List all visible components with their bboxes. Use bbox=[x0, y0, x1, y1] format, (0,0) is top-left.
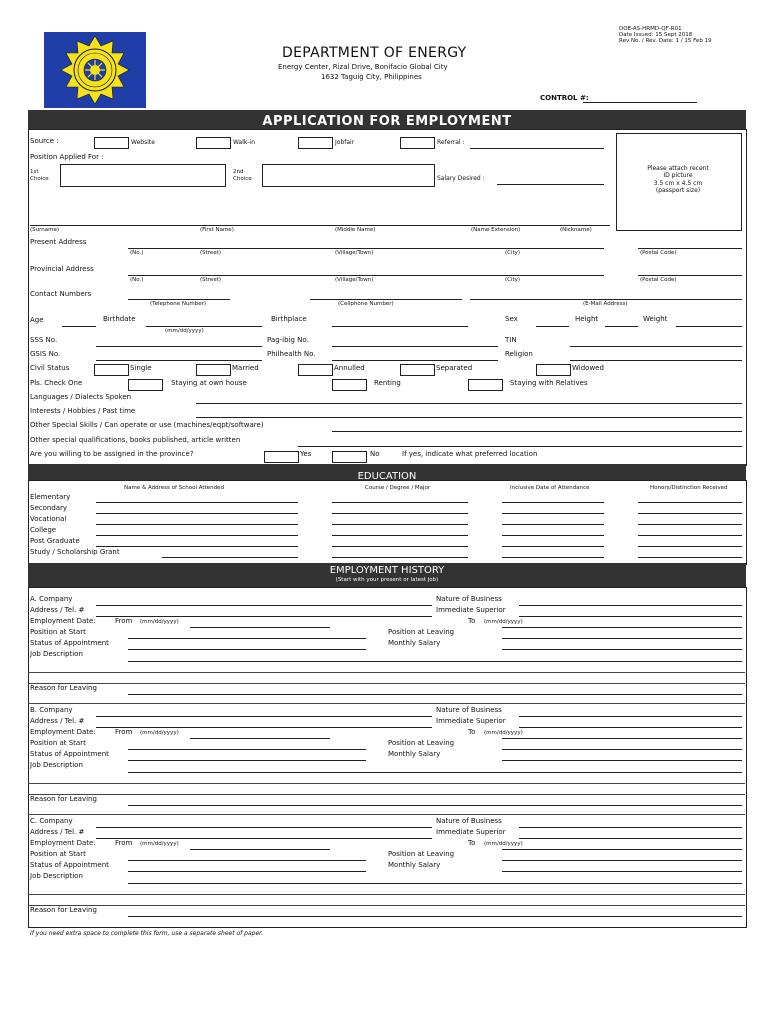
company-a-label: A. Company bbox=[30, 595, 73, 603]
philhealth-field[interactable] bbox=[332, 360, 498, 361]
employment-title: EMPLOYMENT HISTORY bbox=[329, 565, 445, 576]
birthplace-field[interactable] bbox=[332, 326, 468, 327]
source-jobfair-checkbox[interactable] bbox=[298, 137, 333, 149]
tin-label: TIN bbox=[505, 336, 517, 344]
company-b-jobdesc-field[interactable] bbox=[128, 772, 742, 773]
civil-single-checkbox[interactable] bbox=[94, 364, 129, 376]
company-c-position-start-label: Position at Start bbox=[30, 850, 86, 858]
agency-address-2: 1632 Taguig City, Philippines bbox=[321, 73, 422, 81]
company-b-nature-label: Nature of Business bbox=[436, 706, 502, 714]
present-street-caption: (Street) bbox=[200, 250, 222, 256]
edu-honors-field[interactable] bbox=[638, 513, 742, 514]
special-skills-label: Other Special Skills / Can operate or use (machines/eqpt/software) bbox=[30, 421, 264, 429]
sss-field[interactable] bbox=[96, 346, 262, 347]
company-b-reason-field[interactable] bbox=[128, 805, 742, 806]
first-name-caption: (First Name) bbox=[200, 227, 234, 233]
salary-desired-label: Salary Desired : bbox=[437, 175, 485, 182]
edu-course-field[interactable] bbox=[332, 524, 468, 525]
first-choice-input[interactable] bbox=[60, 164, 226, 187]
form-number: DOE-AS-HRMD-QF-R01 bbox=[619, 26, 682, 32]
photo-instruction-2: ID picture bbox=[663, 172, 693, 179]
sex-field[interactable] bbox=[536, 326, 569, 327]
company-c-empdate-label: Employment Date: bbox=[30, 839, 96, 847]
source-label: Source : bbox=[30, 137, 59, 145]
edu-school-field[interactable] bbox=[96, 513, 298, 514]
edu-col-school: Name & Address of School Attended bbox=[124, 485, 224, 491]
company-a-position-start-field[interactable] bbox=[128, 638, 366, 639]
company-b-position-leaving-field[interactable] bbox=[502, 749, 742, 750]
civil-married-checkbox[interactable] bbox=[196, 364, 231, 376]
date-issued: Date Issued: 15 Sept 2018 bbox=[619, 32, 693, 38]
company-a-address-field[interactable] bbox=[96, 616, 432, 617]
company-b-to-label: To bbox=[468, 728, 476, 736]
company-c-nature-label: Nature of Business bbox=[436, 817, 502, 825]
edu-school-field[interactable] bbox=[162, 557, 298, 558]
weight-label: Weight bbox=[643, 315, 668, 323]
edu-level-elementary: Elementary bbox=[30, 493, 71, 501]
provincial-city-caption: (City) bbox=[505, 277, 521, 283]
employment-header-bar bbox=[28, 563, 746, 587]
education-header-bar bbox=[28, 464, 746, 480]
company-a-jobdesc-field[interactable] bbox=[128, 661, 742, 662]
company-a-from-format: (mm/dd/yyyy) bbox=[140, 619, 179, 625]
edu-honors-field[interactable] bbox=[638, 535, 742, 536]
company-c-address-field[interactable] bbox=[96, 838, 432, 839]
company-c-jobdesc-line[interactable] bbox=[28, 894, 745, 895]
control-number-field[interactable] bbox=[583, 102, 697, 103]
relatives-checkbox[interactable] bbox=[468, 379, 503, 391]
edu-level-scholarship: Study / Scholarship Grant bbox=[30, 548, 120, 556]
company-b-divider bbox=[28, 814, 745, 815]
company-a-from-label: From bbox=[115, 617, 133, 625]
company-a-superior-field[interactable] bbox=[519, 616, 742, 617]
present-postal-caption: (Postal Code) bbox=[640, 250, 677, 256]
company-a-superior-label: Immediate Superior bbox=[436, 606, 506, 614]
company-a-reason-field[interactable] bbox=[128, 694, 742, 695]
weight-field[interactable] bbox=[676, 326, 742, 327]
company-b-from-field[interactable] bbox=[190, 738, 330, 739]
company-a-status-label: Status of Appointment bbox=[30, 639, 109, 647]
edu-course-field[interactable] bbox=[332, 513, 468, 514]
company-b-position-start-field[interactable] bbox=[128, 749, 366, 750]
company-a-salary-field[interactable] bbox=[502, 649, 742, 650]
company-c-address-label: Address / Tel. # bbox=[30, 828, 85, 836]
form-title-bar bbox=[28, 110, 746, 129]
referral-field[interactable] bbox=[470, 148, 604, 149]
edu-course-field[interactable] bbox=[332, 535, 468, 536]
birthplace-label: Birthplace bbox=[271, 315, 307, 323]
company-b-from-label: From bbox=[115, 728, 133, 736]
company-b-superior-label: Immediate Superior bbox=[436, 717, 506, 725]
company-a-reason-label: Reason for Leaving bbox=[30, 684, 97, 692]
footer-note: If you need extra space to complete this form, use a separate sheet of paper. bbox=[30, 930, 263, 937]
name-extension-caption: (Name Extension) bbox=[471, 227, 521, 233]
company-c-label: C. Company bbox=[30, 817, 73, 825]
own-house-checkbox[interactable] bbox=[128, 379, 163, 391]
company-b-reason-label: Reason for Leaving bbox=[30, 795, 97, 803]
edu-level-vocational: Vocational bbox=[30, 515, 67, 523]
company-c-from-field[interactable] bbox=[190, 849, 330, 850]
civil-separated-label: Separated bbox=[436, 364, 473, 372]
present-postal-field[interactable] bbox=[638, 248, 742, 249]
edu-col-dates: Inclusive Date of Attendance bbox=[510, 485, 590, 491]
edu-dates-field[interactable] bbox=[502, 546, 604, 547]
first-choice-label-1: 1st bbox=[30, 169, 39, 175]
edu-school-field[interactable] bbox=[96, 502, 298, 503]
company-b-salary-field[interactable] bbox=[502, 760, 742, 761]
civil-married-label: Married bbox=[232, 364, 259, 372]
source-website-label: Website bbox=[131, 139, 155, 146]
second-choice-label-2: Choice bbox=[233, 176, 252, 182]
company-b-empdate-label: Employment Date: bbox=[30, 728, 96, 736]
age-label: Age bbox=[30, 316, 44, 324]
tin-field[interactable] bbox=[570, 346, 742, 347]
edu-honors-field[interactable] bbox=[638, 557, 742, 558]
photo-instruction-4: (passport size) bbox=[655, 187, 701, 194]
company-b-jobdesc-label: Job Description bbox=[30, 761, 83, 769]
company-a-address-label: Address / Tel. # bbox=[30, 606, 85, 614]
company-b-status-label: Status of Appointment bbox=[30, 750, 109, 758]
height-field[interactable] bbox=[605, 326, 638, 327]
company-b-to-field[interactable] bbox=[502, 738, 742, 739]
company-b-label: B. Company bbox=[30, 706, 73, 714]
present-no-caption: (No.) bbox=[130, 250, 144, 256]
edu-school-field[interactable] bbox=[96, 524, 298, 525]
height-label: Height bbox=[575, 315, 599, 323]
present-village-caption: (Village/Town) bbox=[335, 250, 374, 256]
edu-level-secondary: Secondary bbox=[30, 504, 68, 512]
company-c-superior-label: Immediate Superior bbox=[436, 828, 506, 836]
relatives-label: Staying with Relatives bbox=[510, 379, 588, 387]
provincial-address-label: Provincial Address bbox=[30, 265, 94, 273]
source-walkin-label: Walk-in bbox=[233, 139, 256, 146]
edu-level-college: College bbox=[30, 526, 57, 534]
contact-numbers-label: Contact Numbers bbox=[30, 290, 92, 298]
present-address-field[interactable] bbox=[128, 248, 604, 249]
edu-dates-field[interactable] bbox=[502, 535, 604, 536]
preferred-location-label: If yes, indicate what preferred location bbox=[402, 450, 538, 458]
birthdate-field[interactable] bbox=[146, 326, 262, 327]
company-b-to-format: (mm/dd/yyyy) bbox=[484, 730, 523, 736]
position-applied-label: Position Applied For : bbox=[30, 153, 104, 161]
company-c-superior-field[interactable] bbox=[519, 838, 742, 839]
company-b-address-label: Address / Tel. # bbox=[30, 717, 85, 725]
company-c-from-format: (mm/dd/yyyy) bbox=[140, 841, 179, 847]
agency-name: DEPARTMENT OF ENERGY bbox=[282, 45, 467, 61]
edu-course-field[interactable] bbox=[332, 502, 468, 503]
company-b-jobdesc-line[interactable] bbox=[28, 783, 745, 784]
photo-instruction-1: Please attach recent bbox=[647, 165, 709, 172]
company-a-divider bbox=[28, 703, 745, 704]
company-c-from-label: From bbox=[115, 839, 133, 847]
sex-label: Sex bbox=[505, 315, 518, 323]
company-c-to-label: To bbox=[468, 839, 476, 847]
company-c-nature-field[interactable] bbox=[519, 827, 742, 828]
company-a-to-field[interactable] bbox=[502, 627, 742, 628]
languages-label: Languages / Dialects Spoken bbox=[30, 393, 132, 401]
own-house-label: Staying at own house bbox=[171, 379, 247, 387]
edu-dates-field[interactable] bbox=[502, 513, 604, 514]
source-walkin-checkbox[interactable] bbox=[196, 137, 231, 149]
sss-label: SSS No. bbox=[30, 336, 58, 344]
edu-course-field[interactable] bbox=[332, 557, 468, 558]
email-caption: (E-Mail Address) bbox=[583, 301, 628, 307]
company-c-to-field[interactable] bbox=[502, 849, 742, 850]
edu-school-field[interactable] bbox=[96, 535, 298, 536]
company-b-address-field[interactable] bbox=[96, 727, 432, 728]
company-a-to-label: To bbox=[468, 617, 476, 625]
pagibig-field[interactable] bbox=[332, 346, 498, 347]
company-a-position-start-label: Position at Start bbox=[30, 628, 86, 636]
education-frame bbox=[28, 480, 747, 565]
middle-name-caption: (Middle Name) bbox=[335, 227, 376, 233]
revision-info: Rev No. / Rev. Date: 1 / 15 Feb 19 bbox=[619, 38, 712, 44]
edu-col-course: Course / Degree / Major bbox=[365, 485, 431, 491]
company-a-jobdesc-label: Job Description bbox=[30, 650, 83, 658]
company-a-from-field[interactable] bbox=[190, 627, 330, 628]
company-c-position-leaving-field[interactable] bbox=[502, 860, 742, 861]
company-b-nature-field[interactable] bbox=[519, 716, 742, 717]
special-skills-field[interactable] bbox=[332, 431, 742, 432]
renting-label: Renting bbox=[374, 379, 401, 387]
languages-field[interactable] bbox=[196, 403, 742, 404]
company-b-name-field[interactable] bbox=[96, 716, 432, 717]
provincial-street-caption: (Street) bbox=[200, 277, 222, 283]
form-title: APPLICATION FOR EMPLOYMENT bbox=[262, 114, 512, 129]
company-c-name-field[interactable] bbox=[96, 827, 432, 828]
edu-honors-field[interactable] bbox=[638, 502, 742, 503]
province-no-checkbox[interactable] bbox=[332, 451, 367, 463]
age-field[interactable] bbox=[62, 326, 96, 327]
company-b-salary-label: Monthly Salary bbox=[388, 750, 441, 758]
company-c-reason-field[interactable] bbox=[128, 916, 742, 917]
renting-checkbox[interactable] bbox=[332, 379, 367, 391]
company-c-salary-field[interactable] bbox=[502, 871, 742, 872]
company-c-reason-label: Reason for Leaving bbox=[30, 906, 97, 914]
gsis-label: GSIS No. bbox=[30, 350, 61, 358]
company-a-name-field[interactable] bbox=[96, 605, 432, 606]
edu-dates-field[interactable] bbox=[502, 524, 604, 525]
edu-school-field[interactable] bbox=[96, 546, 298, 547]
doe-seal-icon bbox=[44, 32, 146, 108]
company-b-position-leaving-label: Position at Leaving bbox=[388, 739, 455, 747]
photo-instruction-3: 3.5 cm x 4.5 cm bbox=[653, 180, 703, 187]
edu-honors-field[interactable] bbox=[638, 546, 742, 547]
birthdate-format-caption: (mm/dd/yyyy) bbox=[165, 328, 204, 334]
cellphone-field[interactable] bbox=[310, 299, 462, 300]
email-field[interactable] bbox=[470, 299, 742, 300]
gsis-field[interactable] bbox=[96, 360, 262, 361]
company-a-position-leaving-label: Position at Leaving bbox=[388, 628, 455, 636]
cellphone-caption: (Cellphone Number) bbox=[338, 301, 394, 307]
civil-annulled-label: Annulled bbox=[334, 364, 365, 372]
telephone-caption: (Telephone Number) bbox=[150, 301, 207, 307]
province-no-label: No bbox=[370, 450, 380, 458]
company-b-superior-field[interactable] bbox=[519, 727, 742, 728]
company-a-position-leaving-field[interactable] bbox=[502, 638, 742, 639]
present-address-label: Present Address bbox=[30, 238, 87, 246]
source-referral-label: Referral : bbox=[437, 139, 465, 146]
full-name-field[interactable] bbox=[30, 225, 610, 226]
edu-level-postgrad: Post Graduate bbox=[30, 537, 80, 545]
company-c-status-field[interactable] bbox=[128, 871, 366, 872]
telephone-field[interactable] bbox=[128, 299, 230, 300]
company-c-to-format: (mm/dd/yyyy) bbox=[484, 841, 523, 847]
company-c-jobdesc-label: Job Description bbox=[30, 872, 83, 880]
provincial-address-field[interactable] bbox=[128, 275, 604, 276]
company-c-jobdesc-field[interactable] bbox=[128, 883, 742, 884]
doe-logo bbox=[44, 32, 146, 108]
company-a-jobdesc-line[interactable] bbox=[28, 683, 745, 684]
civil-single-label: Single bbox=[130, 364, 152, 372]
interests-field[interactable] bbox=[196, 417, 742, 418]
source-jobfair-label: Jobfair bbox=[335, 139, 355, 146]
company-a-empdate-label: Employment Date: bbox=[30, 617, 96, 625]
company-a-nature-label: Nature of Business bbox=[436, 595, 502, 603]
provincial-postal-caption: (Postal Code) bbox=[640, 277, 677, 283]
provincial-village-caption: (Village/Town) bbox=[335, 277, 374, 283]
edu-honors-field[interactable] bbox=[638, 524, 742, 525]
present-city-caption: (City) bbox=[505, 250, 521, 256]
edu-course-field[interactable] bbox=[332, 546, 468, 547]
company-a-nature-field[interactable] bbox=[519, 605, 742, 606]
civil-status-label: Civil Status bbox=[30, 364, 70, 372]
civil-widowed-checkbox[interactable] bbox=[536, 364, 571, 376]
company-a-status-field[interactable] bbox=[128, 649, 366, 650]
company-c-jobdesc-line[interactable] bbox=[28, 905, 745, 906]
company-a-salary-label: Monthly Salary bbox=[388, 639, 441, 647]
provincial-postal-field[interactable] bbox=[638, 275, 742, 276]
province-question-label: Are you willing to be assigned in the province? bbox=[30, 450, 194, 458]
first-choice-label-2: Choice bbox=[30, 176, 49, 182]
second-choice-input[interactable] bbox=[262, 164, 435, 187]
company-b-from-format: (mm/dd/yyyy) bbox=[140, 730, 179, 736]
civil-widowed-label: Widowed bbox=[572, 364, 604, 372]
religion-field[interactable] bbox=[570, 360, 742, 361]
edu-dates-field[interactable] bbox=[502, 557, 604, 558]
company-c-position-start-field[interactable] bbox=[128, 860, 366, 861]
salary-desired-field[interactable] bbox=[497, 184, 604, 185]
control-label: CONTROL #: bbox=[540, 94, 589, 102]
company-c-status-label: Status of Appointment bbox=[30, 861, 109, 869]
edu-col-honors: Honors/Distinction Received bbox=[650, 485, 728, 491]
edu-dates-field[interactable] bbox=[502, 502, 604, 503]
company-a-to-format: (mm/dd/yyyy) bbox=[484, 619, 523, 625]
qualifications-label: Other special qualifications, books published, article written bbox=[30, 436, 241, 444]
civil-annulled-checkbox[interactable] bbox=[298, 364, 333, 376]
interests-label: Interests / Hobbies / Past time bbox=[30, 407, 136, 415]
province-yes-label: Yes bbox=[300, 450, 312, 458]
pagibig-label: Pag-ibig No. bbox=[267, 336, 309, 344]
company-b-position-start-label: Position at Start bbox=[30, 739, 86, 747]
province-yes-checkbox[interactable] bbox=[264, 451, 299, 463]
nickname-caption: (Nickname) bbox=[560, 227, 592, 233]
education-title: EDUCATION bbox=[357, 471, 417, 482]
philhealth-label: Philhealth No. bbox=[267, 350, 316, 358]
second-choice-label-1: 2nd bbox=[233, 169, 244, 175]
provincial-no-caption: (No.) bbox=[130, 277, 144, 283]
qualifications-field[interactable] bbox=[298, 446, 742, 447]
surname-caption: (Surname) bbox=[30, 227, 60, 233]
company-c-salary-label: Monthly Salary bbox=[388, 861, 441, 869]
religion-label: Religion bbox=[505, 350, 533, 358]
company-c-position-leaving-label: Position at Leaving bbox=[388, 850, 455, 858]
company-a-jobdesc-line[interactable] bbox=[28, 672, 745, 673]
company-b-jobdesc-line[interactable] bbox=[28, 794, 745, 795]
birthdate-label: Birthdate bbox=[103, 315, 136, 323]
company-b-status-field[interactable] bbox=[128, 760, 366, 761]
employment-subtitle: (Start with your present or latest job) bbox=[335, 577, 439, 583]
source-website-checkbox[interactable] bbox=[94, 137, 129, 149]
residence-check-label: Pls. Check One bbox=[30, 379, 83, 387]
agency-address-1: Energy Center, Rizal Drive, Bonifacio Global City bbox=[278, 63, 448, 71]
civil-separated-checkbox[interactable] bbox=[400, 364, 435, 376]
source-referral-checkbox[interactable] bbox=[400, 137, 435, 149]
